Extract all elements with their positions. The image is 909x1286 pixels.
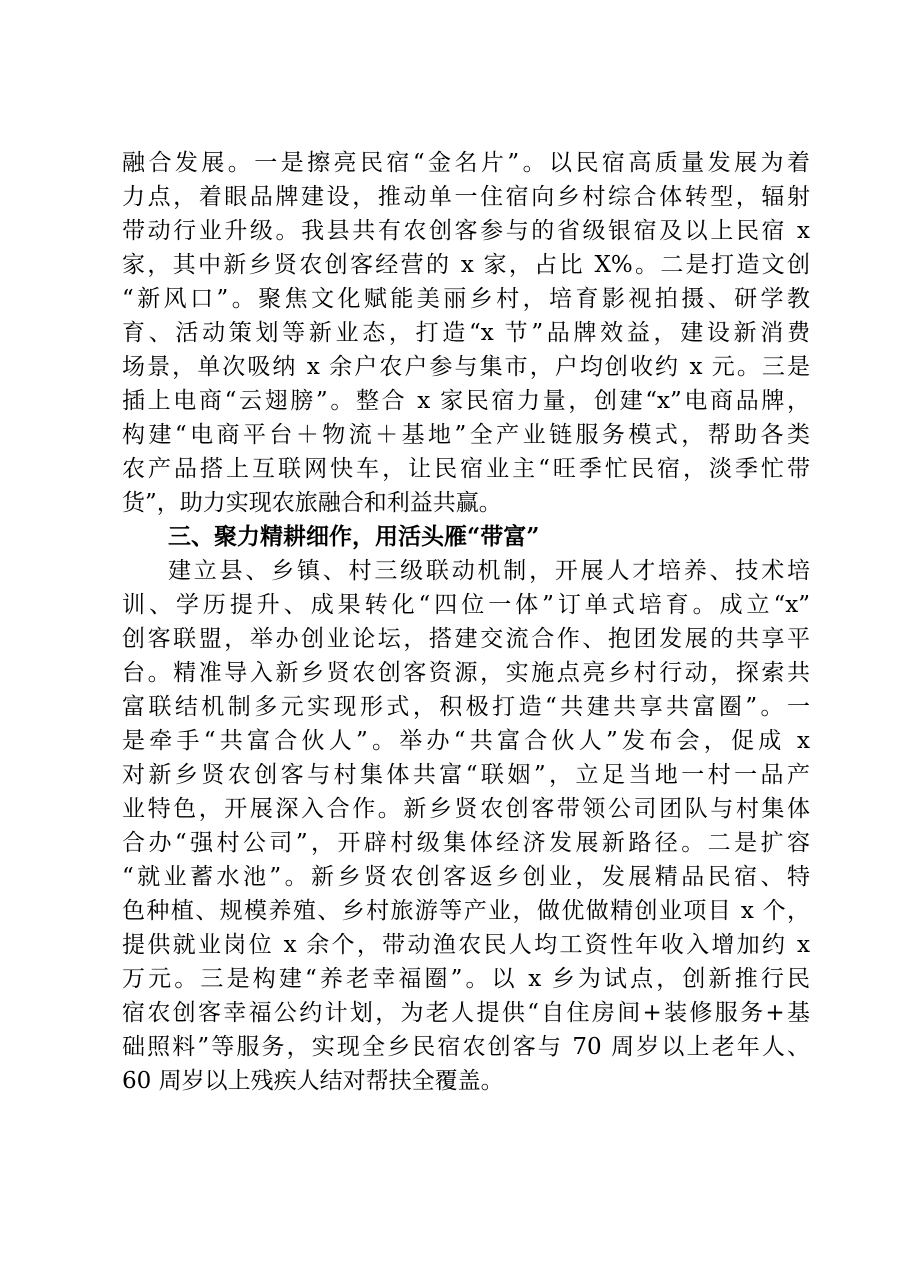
section-heading: 三、聚力精耕细作，用活头雁“带富” xyxy=(168,523,540,550)
paragraph-line: 创客联盟，举办创业论坛，搭建交流合作、抱团发展的共享平 xyxy=(122,626,810,652)
paragraph-line: 对新乡贤农创客与村集体共富“联姻”，立足当地一村一品产 xyxy=(122,762,810,788)
paragraph-line: 是牵手“共富合伙人”。举办“共富合伙人”发布会，促成 x xyxy=(122,728,810,754)
paragraph-line: 色种植、规模养殖、乡村旅游等产业，做优做精创业项目 x 个， xyxy=(122,898,810,924)
paragraph-line: 农产品搭上互联网快车，让民宿业主“旺季忙民宿，淡季忙带 xyxy=(122,456,810,482)
paragraph-line: 础照料”等服务，实现全乡民宿农创客与 70 周岁以上老年人、 xyxy=(122,1034,810,1060)
paragraph-line: 60 周岁以上残疾人结对帮扶全覆盖。 xyxy=(122,1068,504,1094)
paragraph-line: 台。精准导入新乡贤农创客资源，实施点亮乡村行动，探索共 xyxy=(122,660,810,686)
paragraph-line: 融合发展。一是擦亮民宿“金名片”。以民宿高质量发展为着 xyxy=(122,150,810,176)
paragraph-line: 育、活动策划等新业态，打造“x 节”品牌效益，建设新消费 xyxy=(122,320,810,346)
paragraph-line: 货”，助力实现农旅融合和利益共赢。 xyxy=(122,490,502,516)
paragraph-line: “就业蓄水池”。新乡贤农创客返乡创业，发展精品民宿、特 xyxy=(122,864,810,890)
paragraph-line: 建立县、乡镇、村三级联动机制，开展人才培养、技术培 xyxy=(168,558,810,584)
paragraph-line: 富联结机制多元实现形式，积极打造“共建共享共富圈”。一 xyxy=(122,694,810,720)
paragraph-line: 训、学历提升、成果转化“四位一体”订单式培育。成立“x” xyxy=(122,592,810,618)
paragraph-line: “新风口”。聚焦文化赋能美丽乡村，培育影视拍摄、研学教 xyxy=(122,286,810,312)
paragraph-line: 插上电商“云翅膀”。整合 x 家民宿力量，创建“x”电商品牌， xyxy=(122,388,810,414)
paragraph-line: 宿农创客幸福公约计划，为老人提供“自住房间+装修服务+基 xyxy=(122,1000,810,1026)
paragraph-line: 场景，单次吸纳 x 余户农户参与集市，户均创收约 x 元。三是 xyxy=(122,354,810,380)
paragraph-line: 带动行业升级。我县共有农创客参与的省级银宿及以上民宿 x xyxy=(122,218,810,244)
paragraph-line: 业特色，开展深入合作。新乡贤农创客带领公司团队与村集体 xyxy=(122,796,810,822)
paragraph-line: 合办“强村公司”，开辟村级集体经济发展新路径。二是扩容 xyxy=(122,830,810,856)
paragraph-line: 万元。三是构建“养老幸福圈”。以 x 乡为试点，创新推行民 xyxy=(122,966,810,992)
paragraph-line: 构建“电商平台＋物流＋基地”全产业链服务模式，帮助各类 xyxy=(122,422,810,448)
paragraph-line: 力点，着眼品牌建设，推动单一住宿向乡村综合体转型，辐射 xyxy=(122,184,810,210)
paragraph-line: 家，其中新乡贤农创客经营的 x 家，占比 X%。二是打造文创 xyxy=(122,252,810,278)
paragraph-line: 提供就业岗位 x 余个，带动渔农民人均工资性年收入增加约 x xyxy=(122,932,810,958)
